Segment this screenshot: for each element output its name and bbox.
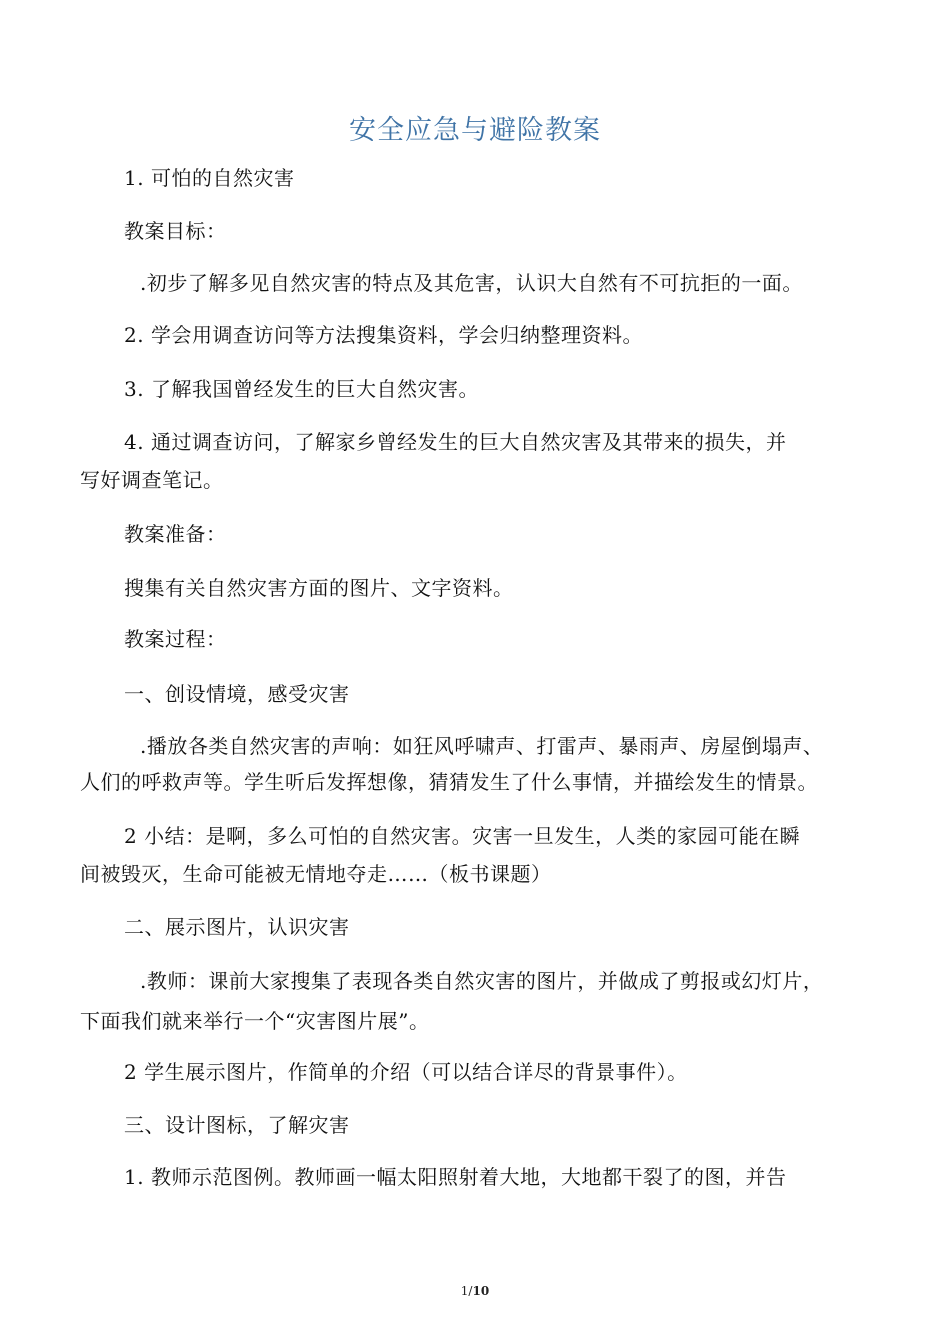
page-current: 1/ xyxy=(460,1284,473,1298)
paragraph-line: 下面我们就来举行一个“灾害图片展”。 xyxy=(80,1009,430,1033)
paragraph-label: 教案目标： xyxy=(124,219,227,243)
paragraph-label: 教案过程： xyxy=(124,627,227,651)
section-heading: 二、展示图片，认识灾害 xyxy=(124,915,350,939)
paragraph-line: 间被毁灭，生命可能被无情地夺走……（板书课题） xyxy=(80,862,552,886)
paragraph-line: 3. 了解我国曾经发生的巨大自然灾害。 xyxy=(124,377,479,401)
paragraph-line: 2. 学会用调查访问等方法搜集资料，学会归纳整理资料。 xyxy=(124,323,643,347)
paragraph-line: 人们的呼救声等。学生听后发挥想像，猜猜发生了什么事情，并描绘发生的情景。 xyxy=(80,770,818,794)
paragraph-label: 教案准备： xyxy=(124,522,227,546)
paragraph-line: 2 小结：是啊，多么可怕的自然灾害。灾害一旦发生，人类的家园可能在瞬 xyxy=(124,824,801,848)
page-total: 10 xyxy=(472,1284,490,1298)
paragraph-line: 1. 教师示范图例。教师画一幅太阳照射着大地，大地都干裂了的图，并告 xyxy=(124,1165,787,1189)
section-heading: 1. 可怕的自然灾害 xyxy=(124,166,295,190)
paragraph-line: .播放各类自然灾害的声响：如狂风呼啸声、打雷声、暴雨声、房屋倒塌声、 xyxy=(140,734,824,758)
paragraph-line: 2 学生展示图片，作简单的介绍（可以结合详尽的背景事件）。 xyxy=(124,1060,688,1084)
paragraph-line: .初步了解多见自然灾害的特点及其危害，认识大自然有不可抗拒的一面。 xyxy=(140,271,803,295)
paragraph-line: 4. 通过调查访问，了解家乡曾经发生的巨大自然灾害及其带来的损失，并 xyxy=(124,430,787,454)
section-heading: 一、创设情境，感受灾害 xyxy=(124,682,350,706)
section-heading: 三、设计图标，了解灾害 xyxy=(124,1113,350,1137)
page-number xyxy=(0,1284,950,1298)
paragraph-line: .教师：课前大家搜集了表现各类自然灾害的图片，并做成了剪报或幻灯片， xyxy=(140,969,824,993)
document-title: 安全应急与避险教案 xyxy=(349,115,601,146)
paragraph-line: 写好调查笔记。 xyxy=(80,468,224,492)
paragraph-line: 搜集有关自然灾害方面的图片、文字资料。 xyxy=(124,576,514,600)
